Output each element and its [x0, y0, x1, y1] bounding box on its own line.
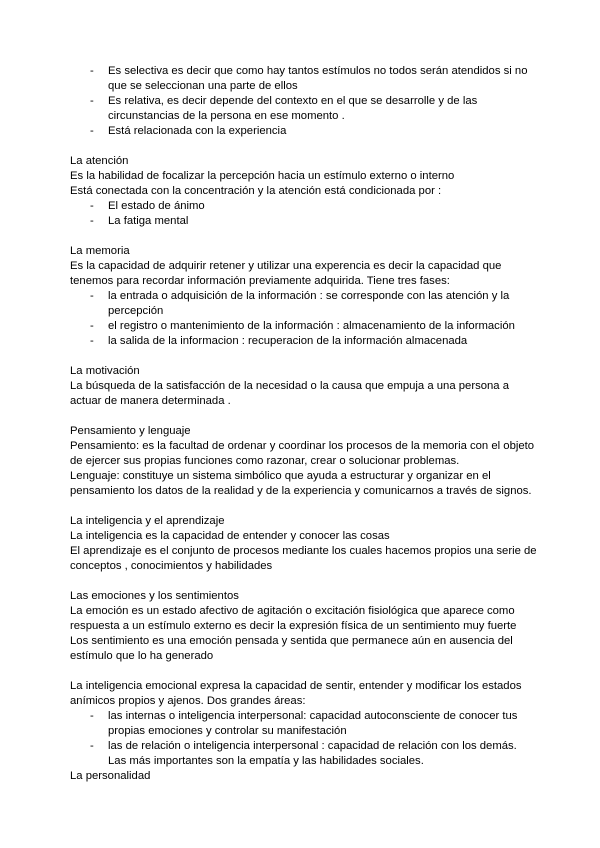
paragraph: La búsqueda de la satisfacción de la necesidad o la causa que empuja a una persona a actuar de manera determinada .	[70, 380, 510, 407]
paragraph: Lenguaje: constituye un sistema simbólico que ayuda a estructurar y organizar en el pensamiento los datos de la realidad y de la experiencia y comunicarnos a través de signos.	[70, 470, 532, 497]
list-item: - las de relación o inteligencia interpersonal : capacidad de relación con los demás. Las más importantes son la empatía y las habilidades sociales.	[108, 739, 538, 769]
list-item: - la salida de la informacion : recuperacion de la información almacenada	[108, 334, 538, 349]
paragraph: Es la habilidad de focalizar la percepción hacia un estímulo externo o interno	[70, 170, 455, 182]
heading-pensamiento-y-lenguaje: Pensamiento y lenguaje	[70, 425, 191, 437]
selectivity-bullet-list	[70, 64, 538, 139]
paragraph: El aprendizaje es el conjunto de procesos mediante los cuales hacemos propios una serie de conceptos , conocimientos y habilidades	[70, 545, 537, 572]
list-item: - el registro o mantenimiento de la información : almacenamiento de la información	[108, 319, 538, 334]
list-item: - las internas o inteligencia interpersonal: capacidad autoconsciente de conocer tus propias emociones y controlar su manifestación	[108, 709, 538, 739]
heading-la-memoria: La memoria	[70, 245, 130, 257]
heading-la-personalidad: La personalidad	[70, 770, 151, 782]
heading-inteligencia-y-aprendizaje: La inteligencia y el aprendizaje	[70, 515, 225, 527]
list-item: - El estado de ánimo	[108, 199, 538, 214]
heading-la-motivacion: La motivación	[70, 365, 140, 377]
paragraph: La emoción es un estado afectivo de agitación o excitación fisiológica que aparece como respuesta a un estímulo externo es decir la expresión física de un sentimiento muy fuerte	[70, 605, 517, 632]
list-item: - Es selectiva es decir que como hay tantos estímulos no todos serán atendidos si no que se seleccionan una parte de ellos	[108, 64, 538, 94]
heading-emociones-y-sentimientos: Las emociones y los sentimientos	[70, 590, 239, 602]
inteligencia-emocional-bullet-list	[70, 709, 538, 769]
paragraph: La inteligencia es la capacidad de entender y conocer las cosas	[70, 530, 390, 542]
paragraph-inteligencia-emocional: La inteligencia emocional expresa la capacidad de sentir, entender y modificar los estados anímicos propios y ajenos. Dos grandes áreas:	[70, 680, 522, 707]
list-item: - Está relacionada con la experiencia	[108, 124, 538, 139]
paragraph: Los sentimiento es una emoción pensada y sentida que permanece aún en ausencia del estímulo que lo ha generado	[70, 635, 513, 662]
memoria-bullet-list	[70, 289, 538, 349]
list-item: - Es relativa, es decir depende del contexto en el que se desarrolle y de las circunstancias de la persona en ese momento .	[108, 94, 538, 124]
paragraph: Es la capacidad de adquirir retener y utilizar una experencia es decir la capacidad que tenemos para recordar información previamente adquirida. Tiene tres fases:	[70, 260, 502, 287]
list-item: - la entrada o adquisición de la información : se corresponde con las atención y la percepción	[108, 289, 538, 319]
list-item: - La fatiga mental	[108, 214, 538, 229]
heading-la-atencion: La atención	[70, 155, 129, 167]
paragraph: Pensamiento: es la facultad de ordenar y coordinar los procesos de la memoria con el objeto de ejercer sus propias funciones como razonar, crear o solucionar problemas.	[70, 440, 535, 467]
atencion-bullet-list	[70, 199, 538, 229]
paragraph: Está conectada con la concentración y la atención está condicionada por :	[70, 185, 442, 197]
